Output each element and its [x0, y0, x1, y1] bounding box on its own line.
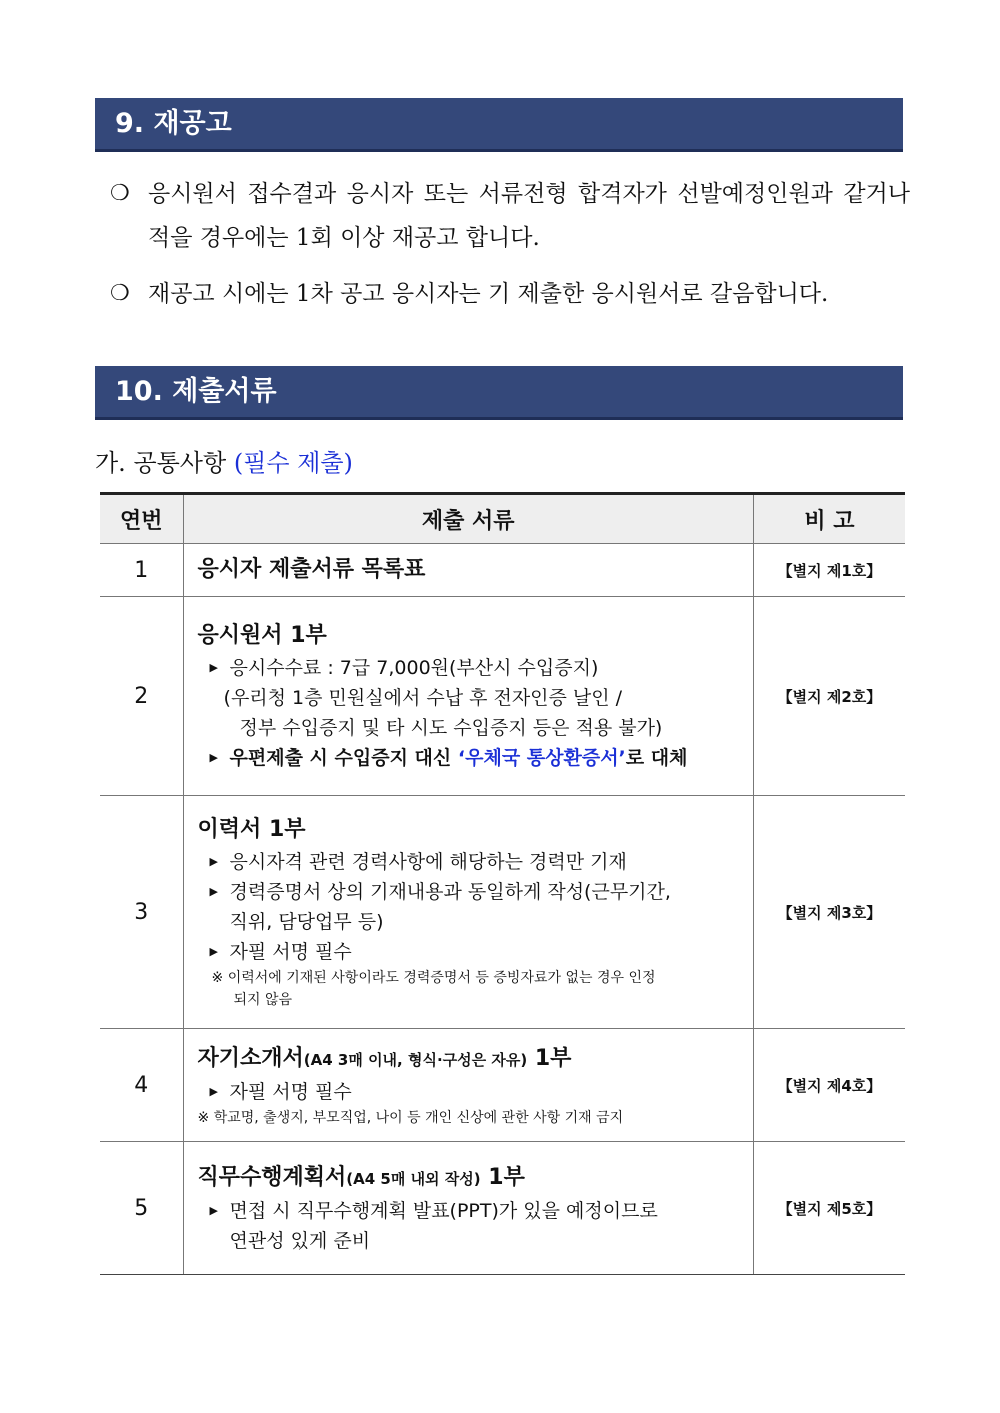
- subheading-highlight: (필수 제출): [233, 449, 353, 477]
- list-item: [198, 877, 739, 937]
- remark-text: ※ 이력서에 기재된 사항이라도 경력증명서 등 증빙자료가 없는 경우 인정: [211, 970, 656, 986]
- triangle-bullet-icon: ▶: [209, 945, 218, 958]
- item-text: 직위, 담당업무 등): [229, 911, 384, 933]
- paragraph-text: 응시원서 접수결과 응시자 또는 서류전형 합격자가 선발예정인원과 같거나 적을 경우에는 1회 이상 재공고 합니다.: [148, 181, 910, 251]
- document-cell: [183, 597, 753, 796]
- paragraph-text: 재공고 시에는 1차 공고 응시자는 기 제출한 응시원서로 갈음합니다.: [148, 281, 829, 307]
- remark: [198, 967, 739, 1011]
- form-reference: 【별지 제2호】: [753, 597, 905, 796]
- table-row: [100, 597, 905, 796]
- section-9-header: 9. 재공고: [95, 98, 903, 152]
- item-text: 로 대체: [625, 747, 688, 769]
- title-text: 직무수행계획서: [197, 1164, 347, 1190]
- row-number: 3: [100, 796, 183, 1029]
- title-detail: (A4 3매 이내, 형식·구성은 자유): [303, 1050, 528, 1069]
- remark: [198, 1107, 739, 1129]
- item-text: 면접 시 직무수행계획 발표(PPT)가 있을 예정이므로: [229, 1199, 658, 1222]
- form-reference: 【별지 제4호】: [753, 1029, 905, 1142]
- item-text: 자필 서명 필수: [229, 941, 352, 963]
- form-reference: 【별지 제1호】: [753, 544, 905, 597]
- row-number: 2: [100, 597, 183, 796]
- header-remarks: 비 고: [753, 494, 905, 544]
- item-text: 응시자격 관련 경력사항에 해당하는 경력만 기재: [229, 851, 627, 873]
- circle-bullet-icon: ❍: [110, 281, 130, 306]
- section-10-header: 10. 제출서류: [95, 366, 903, 420]
- document-cell: [183, 1029, 753, 1142]
- row-number: 1: [100, 544, 183, 597]
- list-item: [198, 1077, 739, 1107]
- table-header-row: [100, 494, 905, 544]
- remark-text: 되지 않음: [233, 992, 293, 1008]
- table-row: [100, 1029, 905, 1142]
- item-text: 연관성 있게 준비: [229, 1229, 371, 1252]
- common-requirements-heading: [95, 443, 353, 483]
- form-reference: 【별지 제5호】: [753, 1142, 905, 1275]
- document-cell: [183, 544, 753, 597]
- list-item: [198, 937, 739, 967]
- item-highlight: ‘우체국 통상환증서’: [457, 747, 626, 769]
- document-cell: [183, 796, 753, 1029]
- list-item: [198, 847, 739, 877]
- subheading-text: 가. 공통사항: [95, 449, 227, 477]
- remark-text: ※ 학교명, 출생지, 부모직업, 나이 등 개인 신상에 관한 사항 기재 금지: [197, 1109, 624, 1126]
- document-title: 이력서 1부: [197, 817, 306, 842]
- title-text: 1부: [480, 1164, 525, 1190]
- document-title: [198, 1042, 739, 1077]
- title-detail: (A4 5매 내외 작성): [346, 1169, 481, 1188]
- triangle-bullet-icon: ▶: [209, 661, 218, 674]
- item-text: 우편제출 시 수입증지 대신: [229, 747, 458, 769]
- list-item: [198, 743, 739, 773]
- document-title: 응시원서 1부: [197, 623, 327, 648]
- list-item: [198, 1196, 739, 1256]
- paragraph-reannouncement-1: [110, 172, 910, 260]
- item-text: 정부 수입증지 및 타 시도 수입증지 등은 적용 불가): [239, 717, 663, 739]
- item-text: (우리청 1층 민원실에서 수납 후 전자인증 날인 /: [223, 687, 623, 709]
- triangle-bullet-icon: ▶: [209, 1203, 218, 1217]
- paragraph-reannouncement-2: [110, 272, 910, 316]
- table-row: [100, 796, 905, 1029]
- document-title: [198, 1161, 739, 1196]
- document-title: 응시자 제출서류 목록표: [197, 557, 426, 582]
- list-item: [198, 653, 739, 743]
- table-row: [100, 544, 905, 597]
- row-number: 5: [100, 1142, 183, 1275]
- document-cell: [183, 1142, 753, 1275]
- row-number: 4: [100, 1029, 183, 1142]
- triangle-bullet-icon: ▶: [209, 855, 218, 868]
- header-documents: 제출 서류: [183, 494, 753, 544]
- header-number: 연번: [100, 494, 183, 544]
- item-text: 경력증명서 상의 기재내용과 동일하게 작성(근무기간,: [229, 881, 671, 903]
- triangle-bullet-icon: ▶: [209, 885, 218, 898]
- form-reference: 【별지 제3호】: [753, 796, 905, 1029]
- item-text: 응시수수료 : 7급 7,000원(부산시 수입증지): [229, 657, 599, 679]
- title-text: 자기소개서: [197, 1045, 304, 1071]
- table-row: [100, 1142, 905, 1275]
- triangle-bullet-icon: ▶: [209, 1084, 218, 1098]
- circle-bullet-icon: ❍: [110, 181, 130, 206]
- triangle-bullet-icon: ▶: [209, 751, 218, 764]
- item-text: 자필 서명 필수: [229, 1080, 352, 1103]
- title-text: 1부: [527, 1045, 572, 1071]
- documents-table: [100, 492, 905, 1275]
